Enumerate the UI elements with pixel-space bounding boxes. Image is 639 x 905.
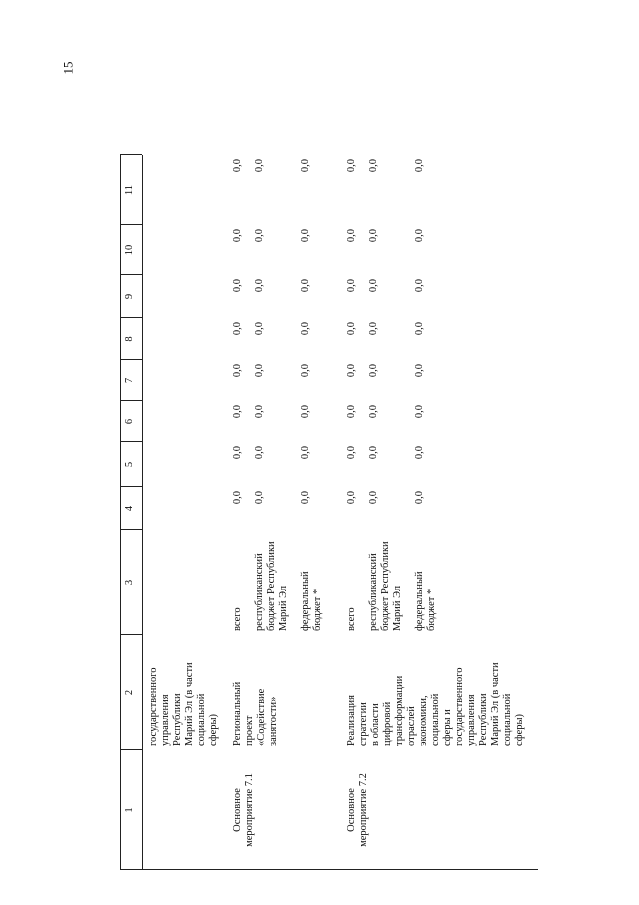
- value-cell: 0,0: [232, 364, 243, 378]
- continuation-text: Марий Эл (в части: [184, 662, 195, 746]
- value-cell: 0,0: [254, 229, 265, 243]
- row-name: Реализация: [346, 695, 357, 746]
- value-cell: 0,0: [300, 322, 311, 336]
- header-top-rule: [120, 155, 121, 870]
- value-cell: 0,0: [232, 405, 243, 419]
- value-cell: 0,0: [414, 229, 425, 243]
- funding-source: бюджет *: [426, 588, 437, 631]
- value-cell: 0,0: [254, 491, 265, 505]
- column-header-5: 5: [124, 461, 135, 468]
- column-header-1: 1: [124, 807, 135, 813]
- funding-source: Марий Эл: [392, 585, 403, 631]
- value-cell: 0,0: [300, 229, 311, 243]
- funding-source: федеральный: [300, 571, 311, 631]
- row-name: сферы): [514, 713, 525, 746]
- value-cell: 0,0: [414, 279, 425, 293]
- value-cell: 0,0: [254, 405, 265, 419]
- value-cell: 0,0: [346, 405, 357, 419]
- value-cell: 0,0: [346, 159, 357, 173]
- value-cell: 0,0: [346, 229, 357, 243]
- value-cell: 0,0: [232, 279, 243, 293]
- value-cell: 0,0: [232, 159, 243, 173]
- value-cell: 0,0: [414, 159, 425, 173]
- funding-source: бюджет *: [312, 588, 323, 631]
- budget-table: [120, 40, 620, 870]
- value-cell: 0,0: [254, 159, 265, 173]
- row-name: государственного: [454, 667, 465, 746]
- header-bottom-rule: [142, 155, 143, 870]
- value-cell: 0,0: [346, 322, 357, 336]
- table-left-rule: [120, 869, 538, 870]
- row-name: «Содействие: [256, 688, 267, 746]
- value-cell: 0,0: [232, 446, 243, 460]
- value-cell: 0,0: [232, 322, 243, 336]
- value-cell: 0,0: [300, 446, 311, 460]
- funding-source: федеральный: [414, 571, 425, 631]
- row-name: трансформации: [394, 675, 405, 746]
- funding-source: Марий Эл: [278, 585, 289, 631]
- value-cell: 0,0: [232, 491, 243, 505]
- value-cell: 0,0: [414, 364, 425, 378]
- value-cell: 0,0: [254, 322, 265, 336]
- value-cell: 0,0: [368, 229, 379, 243]
- row-name: занятости»: [268, 696, 279, 746]
- value-cell: 0,0: [300, 159, 311, 173]
- value-cell: 0,0: [346, 491, 357, 505]
- value-cell: 0,0: [346, 279, 357, 293]
- value-cell: 0,0: [368, 364, 379, 378]
- row-name: социальной: [502, 693, 513, 746]
- row-name: в области: [370, 703, 381, 746]
- value-cell: 0,0: [414, 322, 425, 336]
- continuation-text: государственного: [148, 667, 159, 746]
- column-header-9: 9: [124, 293, 135, 300]
- value-cell: 0,0: [300, 364, 311, 378]
- funding-source: республиканский: [368, 553, 379, 631]
- column-header-10: 10: [124, 244, 135, 256]
- column-header-7: 7: [124, 377, 135, 384]
- value-cell: 0,0: [368, 405, 379, 419]
- value-cell: 0,0: [254, 279, 265, 293]
- value-cell: 0,0: [300, 405, 311, 419]
- continuation-text: Республики: [172, 693, 183, 746]
- page-number: 15: [60, 61, 76, 75]
- row-label: Основное: [346, 788, 357, 832]
- column-header-11: 11: [124, 184, 135, 196]
- value-cell: 0,0: [232, 229, 243, 243]
- row-label: мероприятие 7.1: [244, 773, 255, 847]
- row-name: отраслей: [406, 706, 417, 746]
- value-cell: 0,0: [346, 364, 357, 378]
- row-name: управления: [466, 694, 477, 746]
- funding-source: бюджет Республики: [380, 541, 391, 631]
- row-name: стратегии: [358, 702, 369, 746]
- row-name: экономики,: [418, 695, 429, 746]
- row-name: Марий Эл (в части: [490, 662, 501, 746]
- continuation-text: сферы): [208, 713, 219, 746]
- value-cell: 0,0: [414, 446, 425, 460]
- value-cell: 0,0: [254, 364, 265, 378]
- value-cell: 0,0: [368, 322, 379, 336]
- row-name: Региональный: [232, 681, 243, 746]
- column-header-2: 2: [124, 689, 135, 696]
- value-cell: 0,0: [300, 279, 311, 293]
- row-name: социальной: [430, 693, 441, 746]
- value-cell: 0,0: [254, 446, 265, 460]
- value-cell: 0,0: [414, 405, 425, 419]
- row-name: проект: [244, 715, 255, 746]
- row-name: Республики: [478, 693, 489, 746]
- column-header-3: 3: [124, 579, 135, 586]
- value-cell: 0,0: [300, 491, 311, 505]
- value-cell: 0,0: [368, 446, 379, 460]
- value-cell: 0,0: [368, 491, 379, 505]
- row-name: цифровой: [382, 701, 393, 746]
- row-label: Основное: [232, 788, 243, 832]
- funding-source: республиканский: [254, 553, 265, 631]
- column-header-8: 8: [124, 336, 135, 342]
- column-header-4: 4: [124, 505, 135, 512]
- value-cell: 0,0: [414, 491, 425, 505]
- value-cell: 0,0: [368, 279, 379, 293]
- funding-source: всего: [232, 607, 243, 631]
- continuation-text: управления: [160, 694, 171, 746]
- row-name: сферы и: [442, 709, 453, 746]
- value-cell: 0,0: [368, 159, 379, 173]
- funding-source: всего: [346, 607, 357, 631]
- value-cell: 0,0: [346, 446, 357, 460]
- continuation-text: социальной: [196, 693, 207, 746]
- funding-source: бюджет Республики: [266, 541, 277, 631]
- row-label: мероприятие 7.2: [358, 773, 369, 847]
- column-header-6: 6: [124, 418, 135, 425]
